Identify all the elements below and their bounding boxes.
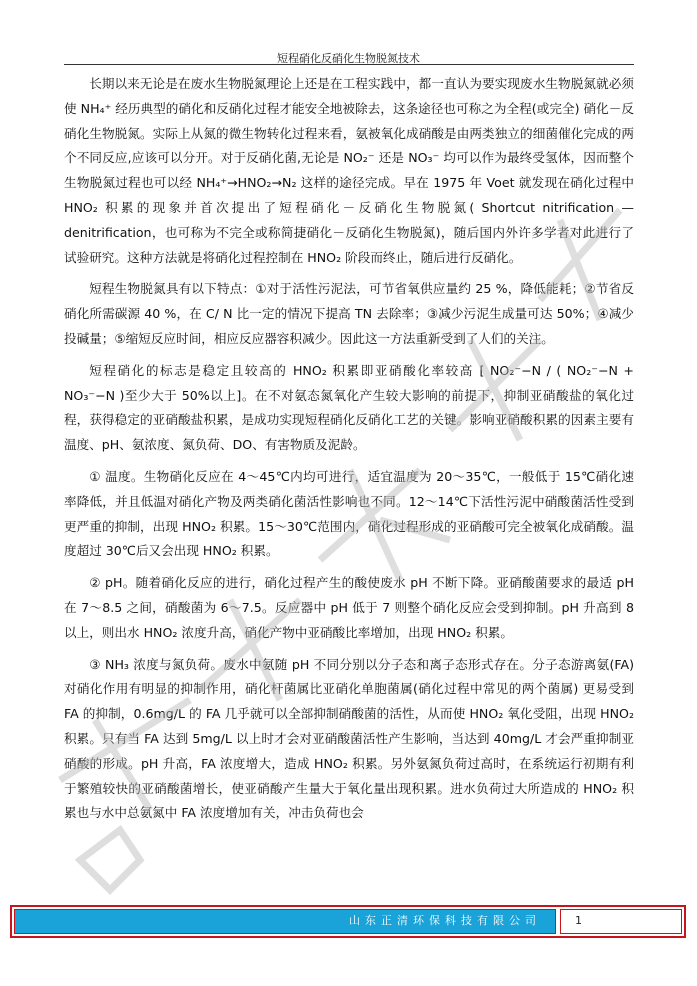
paragraph-ammonia: ③ NH₃ 浓度与氮负荷。废水中氨随 pH 不同分别以分子态和离子态形式存在。分子态游离氨(FA)对硝化作用有明显的抑制作用，硝化杆菌属比亚硝化单胞菌属(硝化过程中常见的两个菌属) 更易受到 FA 的抑制，0.6mg/L 的 FA 几乎就可以全部抑制硝酸菌的活性，从而使 HNO₂ 氧化受阻，出现 HNO₂ 积累。只有当 FA 达到 5mg/L 以上时才会对亚硝酸菌活性产生影响，当达到 40mg/L 才会严重抑制亚硝酸的形成。pH 升高，FA 浓度增大，造成 HNO₂ 积累。另外氨氮负荷过高时，在系统运行初期有利于繁殖较快的亚硝酸菌增长，使亚硝酸产生量大于氧化量出现积累。进水负荷过大所造成的 HNO₂ 积累也与水中总氨氮中 FA 浓度增加有关，冲击负荷也会 [64, 656, 634, 821]
paragraph-3: 短程硝化的标志是稳定且较高的 HNO₂ 积累即亚硝酸化率较高 [ NO₂⁻−N / ( NO₂⁻−N + NO₃⁻−N )至少大于 50%以上]。在不对氨态氮氧化产生较大影响的前提下，抑制亚硝酸盐的氧化过程，获得稳定的亚硝酸盐积累，是成功实现短程硝化反硝化工艺的关键。影响亚硝酸积累的因素主要有温度、pH、氨浓度、氮负荷、DO、有害物质及泥龄。 [64, 362, 634, 453]
running-header: 短程硝化反硝化生物脱氮技术 [277, 52, 420, 65]
paragraph-ph: ② pH。随着硝化反应的进行，硝化过程产生的酸使废水 pH 不断下降。亚硝酸菌要求的最适 pH 在 7～8.5 之间，硝酸菌为 6～7.5。反应器中 pH 低于 7 则整个硝化反应会受到抑制。pH 升高到 8 以上，则出水 HNO₂ 浓度升高，硝化产物中亚硝酸比率增加，出现 HNO₂ 积累。 [64, 575, 634, 640]
page-number: 1 [560, 909, 682, 934]
footer-company-name: 山东正清环保科技有限公司 [14, 909, 556, 934]
paragraph-1: 长期以来无论是在废水生物脱氮理论上还是在工程实践中，都一直认为要实现废水生物脱氮就必须使 NH₄⁺ 经历典型的硝化和反硝化过程才能安全地被除去，这条途径也可称之为全程(或完全) 硝化－反硝化生物脱氮。实际上从氮的微生物转化过程来看，氨被氧化成硝酸是由两类独立的细菌催化完成的两个不同反应,应该可以分开。对于反硝化菌,无论是 NO₂⁻ 还是 NO₃⁻ 均可以作为最终受氢体，因而整个生物脱氮过程也可以经 NH₄⁺→HNO₂→N₂ 这样的途径完成。早在 1975 年 Voet 就发现在硝化过程中 HNO₂ 积累的现象并首次提出了短程硝化－反硝化生物脱氮( Shortcut nitrification —denitrification，也可称为不完全或称简捷硝化－反硝化生物脱氮)，随后国内外许多学者对此进行了试验研究。这种方法就是将硝化过程控制在 HNO₂ 阶段而终止，随后进行反硝化。 [64, 76, 634, 265]
header-divider [64, 64, 634, 65]
document-body [64, 72, 634, 826]
paragraph-temperature: ① 温度。生物硝化反应在 4～45℃内均可进行，适宜温度为 20～35℃，一般低于 15℃硝化速率降低，并且低温对硝化产物及两类硝化菌活性影响也不同。12～14℃下活性污泥中硝酸菌活性受到更严重的抑制，出现 HNO₂ 积累。15～30℃范围内，硝化过程形成的亚硝酸可完全被氧化成硝酸。温度超过 30℃后又会出现 HNO₂ 积累。 [64, 468, 634, 559]
paragraph-2: 短程生物脱氮具有以下特点：①对于活性污泥法，可节省氧供应量约 25 %，降低能耗；②节省反硝化所需碳源 40 %，在 C/ N 比一定的情况下提高 TN 去除率；③减少污泥生成量可达 50%；④减少投碱量；⑤缩短反应时间，相应反应器容积减少。因此这一方法重新受到了人们的关注。 [64, 281, 634, 346]
